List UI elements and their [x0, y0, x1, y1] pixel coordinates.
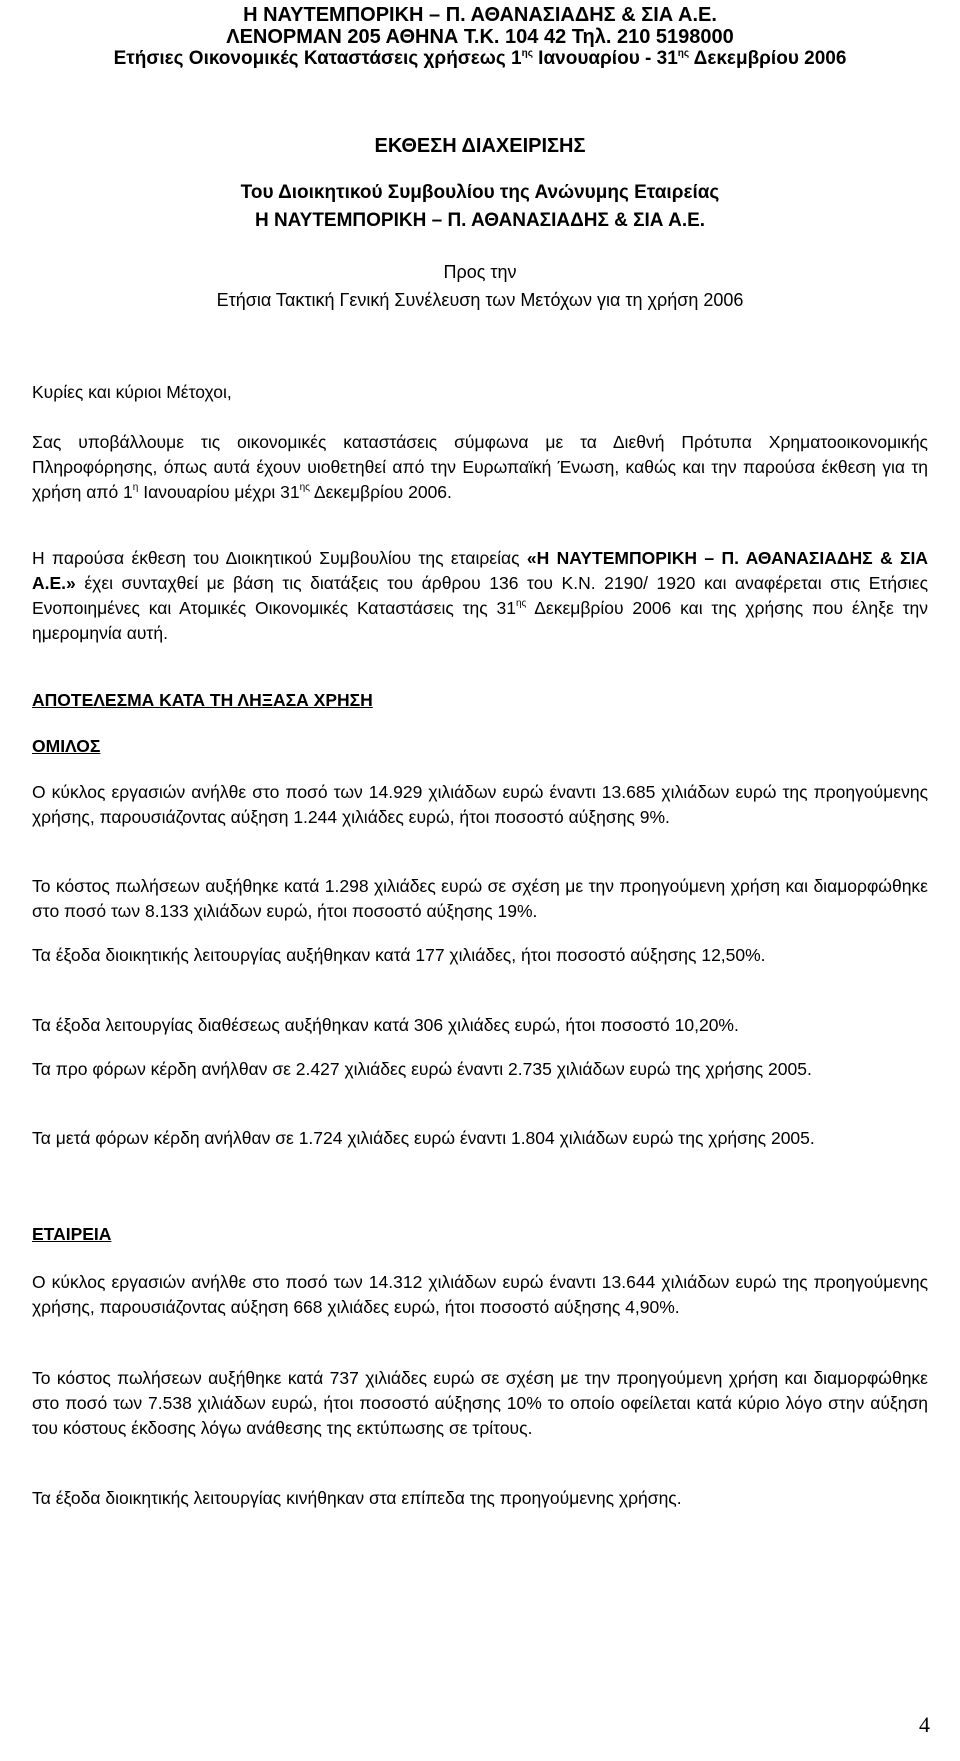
group-paragraph-5: Τα προ φόρων κέρδη ανήλθαν σε 2.427 χιλιάδες ευρώ έναντι 2.735 χιλιάδων ευρώ της χρήσης 2005. [32, 1059, 812, 1079]
intro-paragraph: Σας υποβάλλουμε τις οικονομικές καταστάσεις σύμφωνα με τα Διεθνή Πρότυπα Χρηματοοικονομικής Πληροφόρησης, όπως αυτά έχουν υιοθετηθεί από την Ευρωπαϊκή Ένωση, καθώς και την παρούσα έκθεση για τη χρήση από $1^\eta$ Ιανουαρίου μέχρι $31^{\eta\varsigma}$ Δεκεμβρίου 2006. [32, 432, 928, 502]
report-subtitle-1: Του Διοικητικού Συμβουλίου της Ανώνυμης Εταιρείας [240, 182, 720, 203]
group-paragraph-6: Τα μετά φόρων κέρδη ανήλθαν σε 1.724 χιλιάδες ευρώ έναντι 1.804 χιλιάδων ευρώ της χρήσης 2005. [32, 1128, 815, 1148]
group-paragraph-4: Τα έξοδα λειτουργίας διαθέσεως αυξήθηκαν κατά 306 χιλιάδες ευρώ, ήτοι ποσοστό 10,20%. [32, 1015, 739, 1035]
report-paragraph: Η παρούσα έκθεση του Διοικητικού Συμβουλίου της εταιρείας «Η ΝΑΥΤΕΜΠΟΡΙΚΗ – Π. ΑΘΑΝΑΣΙΑΔΗΣ & ΣΙΑ Α.Ε.» έχει συνταχθεί με βάση τις διατάξεις του άρθρου 136 του Κ.Ν. 2190/ 1920 και αναφέρεται στις Ετήσιες Ενοποιημένες και Ατομικές Οικονομικές Καταστάσεις της $31^{\eta\varsigma}$ Δεκεμβρίου 2006 και της χρήσης που έληξε την ημερομηνία αυτή. [32, 548, 928, 643]
company-paragraph-1: Ο κύκλος εργασιών ανήλθε στο ποσό των 14.312 χιλιάδων ευρώ έναντι 13.644 χιλιάδων ευρώ της προηγούμενης χρήσης, παρουσιάζοντας αύξηση 668 χιλιάδες ευρώ, ήτοι ποσοστό αύξησης 4,90%. [32, 1272, 928, 1317]
report-subtitle-3: Προς την [443, 262, 517, 282]
header-line-2: ΛΕΝΟΡΜΑΝ 205 ΑΘΗΝΑ Τ.Κ. 104 42 Τηλ. 210 5198000 [226, 26, 734, 48]
result-heading: ΑΠΟΤΕΛΕΣΜΑ ΚΑΤΑ ΤΗ ΛΗΞΑΣΑ ΧΡΗΣΗ [32, 690, 373, 710]
company-heading: ΕΤΑΙΡΕΙΑ [32, 1224, 112, 1244]
report-title: ΕΚΘΕΣΗ ΔΙΑΧΕΙΡΙΣΗΣ [374, 135, 586, 157]
header-line-1: Η ΝΑΥΤΕΜΠΟΡΙΚΗ – Π. ΑΘΑΝΑΣΙΑΔΗΣ & ΣΙΑ Α.Ε. [243, 4, 717, 26]
group-paragraph-2: Το κόστος πωλήσεων αυξήθηκε κατά 1.298 χιλιάδες ευρώ σε σχέση με την προηγούμενη χρήση και διαμορφώθηκε στο ποσό των 8.133 χιλιάδων ευρώ, ήτοι ποσοστό αύξησης 19%. [32, 876, 928, 921]
group-paragraph-3: Τα έξοδα διοικητικής λειτουργίας αυξήθηκαν κατά 177 χιλιάδες, ήτοι ποσοστό αύξησης 12,50%. [32, 945, 766, 965]
group-paragraph-1: Ο κύκλος εργασιών ανήλθε στο ποσό των 14.929 χιλιάδων ευρώ έναντι 13.685 χιλιάδων ευρώ της προηγούμενης χρήσης, παρουσιάζοντας αύξηση 1.244 χιλιάδες ευρώ, ήτοι ποσοστό αύξησης 9%. [32, 782, 928, 827]
group-heading: ΟΜΙΛΟΣ [32, 736, 101, 756]
company-paragraph-2: Το κόστος πωλήσεων αυξήθηκε κατά 737 χιλιάδες ευρώ σε σχέση με την προηγούμενη χρήση και διαμορφώθηκε στο ποσό των 7.538 χιλιάδων ευρώ, ήτοι ποσοστό αύξησης 10% το οποίο οφείλεται κατά κύριο λόγο στην αύξηση του κόστους έκδοσης λόγω ανάθεσης της εκτύπωσης σε τρίτους. [32, 1368, 928, 1438]
company-paragraph-3: Τα έξοδα διοικητικής λειτουργίας κινήθηκαν στα επίπεδα της προηγούμενης χρήσης. [32, 1488, 682, 1508]
page-number: 4 [919, 1712, 930, 1737]
header-line-3: Ετήσιες Οικονομικές Καταστάσεις χρήσεως $1^{\eta\varsigma}$ Ιανουαρίου - $31^{\eta\varsigma}$ Δεκεμβρίου 2006 [113, 48, 847, 69]
report-subtitle-4: Ετήσια Τακτική Γενική Συνέλευση των Μετόχων για τη χρήση 2006 [216, 290, 744, 310]
greeting: Κυρίες και κύριοι Μέτοχοι, [32, 382, 232, 402]
report-subtitle-2: Η ΝΑΥΤΕΜΠΟΡΙΚΗ – Π. ΑΘΑΝΑΣΙΑΔΗΣ & ΣΙΑ Α.Ε. [254, 210, 706, 231]
